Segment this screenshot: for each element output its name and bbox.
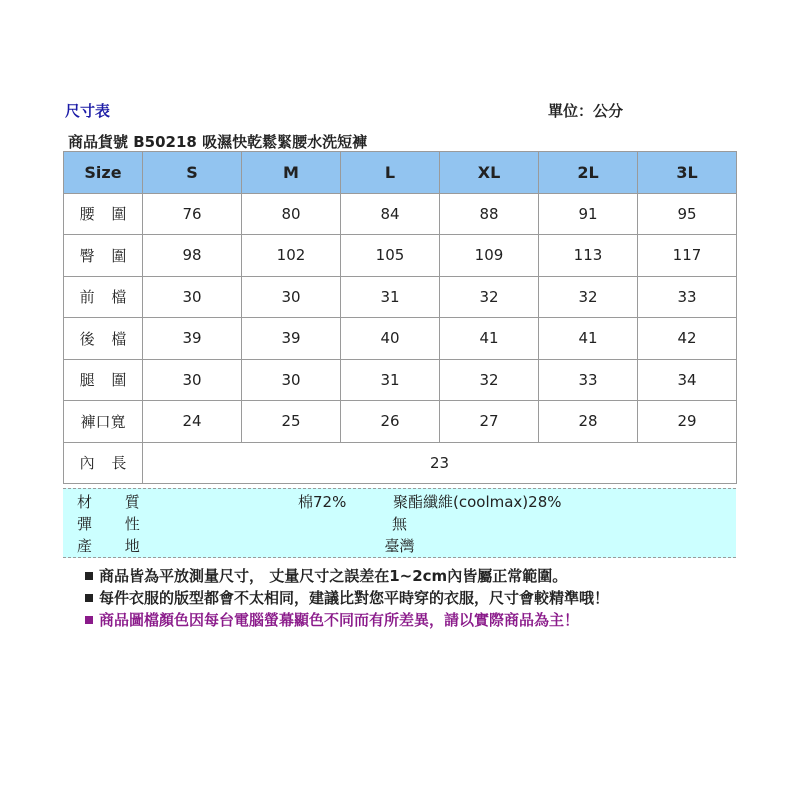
table-cell: 28 (539, 401, 638, 443)
table-cell: 30 (242, 276, 341, 318)
table-cell: 30 (143, 276, 242, 318)
table-header-row (64, 152, 737, 194)
table-cell: 41 (539, 318, 638, 360)
note-item (85, 609, 609, 631)
row-label-back-rise: 後 檔 (64, 318, 143, 360)
note-item (85, 587, 609, 609)
header-cell-m: M (242, 152, 341, 194)
origin-value: 臺灣 (384, 537, 415, 555)
row-label-leg-opening: 褲口寬 (64, 401, 143, 443)
table-row (64, 359, 737, 401)
table-cell: 27 (440, 401, 539, 443)
table-cell: 105 (341, 235, 440, 277)
table-cell: 32 (539, 276, 638, 318)
origin-label: 產 地 (77, 537, 154, 555)
table-cell: 76 (143, 193, 242, 235)
size-table (63, 151, 737, 484)
table-cell: 117 (638, 235, 737, 277)
elasticity-row (63, 513, 736, 535)
row-label-front-rise: 前 檔 (64, 276, 143, 318)
row-label-hip: 臀 圍 (64, 235, 143, 277)
table-row (64, 235, 737, 277)
table-cell: 33 (638, 276, 737, 318)
table-cell: 42 (638, 318, 737, 360)
row-label-inseam: 內 長 (64, 442, 143, 484)
table-cell: 25 (242, 401, 341, 443)
table-cell: 31 (341, 359, 440, 401)
header-cell-2l: 2L (539, 152, 638, 194)
table-cell: 109 (440, 235, 539, 277)
elasticity-label: 彈 性 (77, 515, 154, 533)
table-cell: 102 (242, 235, 341, 277)
table-cell: 84 (341, 193, 440, 235)
inseam-value: 23 (143, 442, 737, 484)
square-bullet-icon (85, 572, 93, 580)
material-label: 材 質 (77, 493, 154, 511)
table-cell: 32 (440, 359, 539, 401)
square-bullet-icon (85, 616, 93, 624)
table-cell: 113 (539, 235, 638, 277)
table-cell: 30 (143, 359, 242, 401)
table-cell: 39 (143, 318, 242, 360)
table-row (64, 276, 737, 318)
table-cell: 29 (638, 401, 737, 443)
size-chart-title: 尺寸表 (65, 102, 111, 120)
table-cell: 24 (143, 401, 242, 443)
table-cell: 88 (440, 193, 539, 235)
table-cell: 40 (341, 318, 440, 360)
elasticity-value: 無 (391, 515, 407, 533)
material-info-panel (63, 488, 736, 558)
notes-list (85, 565, 609, 631)
table-row (64, 318, 737, 360)
square-bullet-icon (85, 594, 93, 602)
table-cell: 95 (638, 193, 737, 235)
material-polyester: 聚酯纖維(coolmax)28% (393, 493, 562, 511)
header-cell-size: Size (64, 152, 143, 194)
row-label-thigh: 腿 圍 (64, 359, 143, 401)
note-text: 商品圖檔顏色因每台電腦螢幕顯色不同而有所差異，請以實際商品為主！ (99, 611, 580, 629)
row-label-waist: 腰 圍 (64, 193, 143, 235)
table-row (64, 193, 737, 235)
table-cell: 32 (440, 276, 539, 318)
note-text: 每件衣服的版型都會不太相同，建議比對您平時穿的衣服，尺寸會較精準哦！ (99, 589, 610, 607)
header-cell-l: L (341, 152, 440, 194)
table-cell: 98 (143, 235, 242, 277)
table-row-inseam (64, 442, 737, 484)
unit-label: 單位：公分 (548, 102, 624, 120)
product-number: 商品貨號 B50218 吸濕快乾鬆緊腰水洗短褲 (68, 133, 368, 151)
table-cell: 41 (440, 318, 539, 360)
table-cell: 91 (539, 193, 638, 235)
header-cell-s: S (143, 152, 242, 194)
origin-row (63, 535, 736, 557)
table-cell: 30 (242, 359, 341, 401)
table-cell: 31 (341, 276, 440, 318)
material-cotton: 棉72% (298, 493, 347, 511)
table-cell: 33 (539, 359, 638, 401)
header-cell-xl: XL (440, 152, 539, 194)
table-cell: 26 (341, 401, 440, 443)
note-text: 商品皆為平放測量尺寸， 丈量尺寸之誤差在1~2cm內皆屬正常範圍。 (99, 567, 568, 585)
table-row (64, 401, 737, 443)
note-item (85, 565, 609, 587)
table-cell: 34 (638, 359, 737, 401)
header-cell-3l: 3L (638, 152, 737, 194)
table-cell: 39 (242, 318, 341, 360)
table-cell: 80 (242, 193, 341, 235)
material-row (63, 491, 736, 513)
